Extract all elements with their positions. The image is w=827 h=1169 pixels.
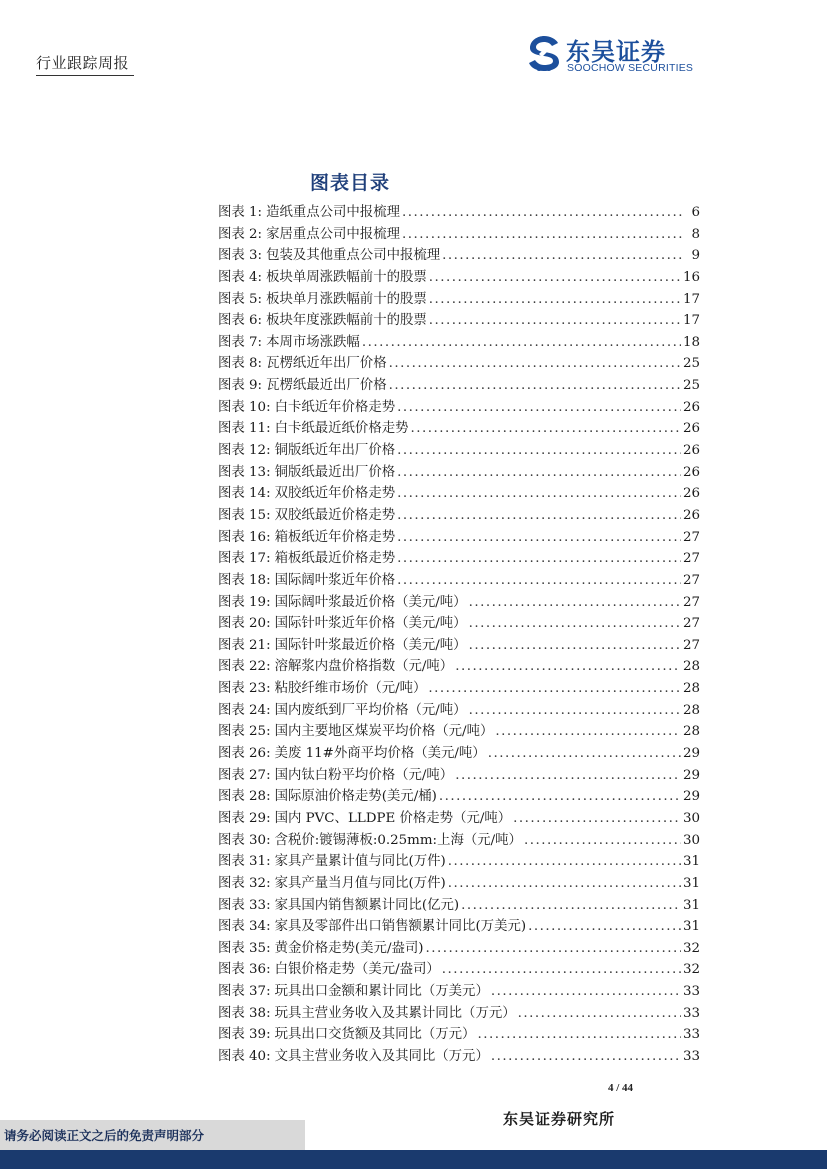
toc-entry-number: 图表 16: <box>218 529 271 545</box>
toc-entry-leader <box>397 397 681 419</box>
toc-entry-title: 国际针叶浆近年价格（美元/吨） <box>274 616 467 632</box>
toc-entry-title: 家具国内销售额累计同比(亿元) <box>274 897 460 913</box>
toc-entry-page: 17 <box>682 313 700 329</box>
toc-entry-title: 板块单月涨跌幅前十的股票 <box>266 291 427 307</box>
toc-entry-leader <box>439 786 681 808</box>
toc-entry-page: 31 <box>682 854 700 870</box>
toc-entry-page: 26 <box>682 421 700 437</box>
toc-entry[interactable] <box>218 375 700 397</box>
toc-entry-title: 玩具出口交货额及其同比（万元） <box>274 1027 476 1043</box>
toc-entry-leader <box>524 830 681 852</box>
toc-entry-title: 造纸重点公司中报梳理 <box>266 205 400 220</box>
toc-entry-number: 图表 23: <box>218 681 271 697</box>
toc-entry[interactable] <box>218 873 700 895</box>
toc-entry-title: 铜版纸最近出厂价格 <box>274 464 396 480</box>
toc-entry-page: 28 <box>682 702 700 718</box>
toc-entry[interactable] <box>218 700 700 722</box>
toc-entry-leader <box>397 548 681 570</box>
toc-entry-title: 家具及零部件出口销售额累计同比(万美元) <box>274 919 527 935</box>
toc-entry[interactable] <box>218 808 700 830</box>
toc-entry-page: 29 <box>682 746 700 762</box>
toc-entry-title: 美废 11#外商平均价格（美元/吨） <box>274 746 486 762</box>
toc-entry-page: 28 <box>682 724 700 740</box>
toc-entry-title: 双胶纸最近价格走势 <box>274 507 396 523</box>
toc-entry-title: 白银价格走势（美元/盎司） <box>274 962 440 978</box>
toc-entry-leader <box>411 418 681 440</box>
toc-entry-page: 28 <box>682 681 700 697</box>
toc-entry-leader <box>425 938 680 960</box>
toc-entry-leader <box>491 981 681 1003</box>
toc-entry-number: 图表 36: <box>218 962 271 978</box>
toc-entry-number: 图表 27: <box>218 767 271 783</box>
toc-entry-title: 双胶纸近年价格走势 <box>274 486 396 502</box>
toc-entry-page: 18 <box>682 334 700 350</box>
toc-entry-title: 板块年度涨跌幅前十的股票 <box>266 313 427 329</box>
toc-entry-page: 31 <box>682 875 700 891</box>
toc-entry-leader <box>429 310 681 332</box>
toc-entry-number: 图表 3: <box>218 248 263 264</box>
toc-entry-leader <box>513 808 681 830</box>
toc-entry[interactable] <box>218 743 700 765</box>
toc-entry-leader <box>448 851 681 873</box>
toc-entry-title: 箱板纸近年价格走势 <box>274 529 396 545</box>
toc-entry[interactable] <box>218 462 700 484</box>
toc-entry-page: 26 <box>682 486 700 502</box>
toc-entry[interactable] <box>218 721 700 743</box>
toc-entry-title: 黄金价格走势(美元/盎司) <box>274 940 424 956</box>
toc-entry[interactable] <box>218 981 700 1003</box>
toc-entry-title: 国内主要地区煤炭平均价格（元/吨） <box>274 724 494 740</box>
toc-entry-title: 家居重点公司中报梳理 <box>266 226 400 242</box>
toc-entry-page: 33 <box>682 1005 700 1021</box>
toc-entry[interactable] <box>218 1046 700 1068</box>
company-logo <box>526 34 696 76</box>
page-number: 4 / 44 <box>608 1082 634 1094</box>
toc-entry-page: 8 <box>691 226 700 242</box>
toc-entry-number: 图表 5: <box>218 291 263 307</box>
toc-entry[interactable] <box>218 830 700 852</box>
toc-entry-number: 图表 25: <box>218 724 271 740</box>
toc-entry-title: 白卡纸最近纸价格走势 <box>274 421 409 437</box>
toc-entry-leader <box>469 592 681 614</box>
toc-entry-page: 28 <box>682 659 700 675</box>
toc-entry-number: 图表 17: <box>218 551 271 567</box>
toc-entry-page: 30 <box>682 832 700 848</box>
toc-entry-page: 26 <box>682 464 700 480</box>
toc-entry-page: 9 <box>691 248 700 264</box>
soochow-logo-icon <box>526 34 562 72</box>
toc-entry-number: 图表 40: <box>218 1048 271 1064</box>
toc-entry-number: 图表 7: <box>218 334 263 350</box>
toc-entry-page: 25 <box>682 356 700 372</box>
toc-entry-leader <box>528 916 681 938</box>
toc-entry-title: 本周市场涨跌幅 <box>266 334 360 350</box>
toc-entry-leader <box>442 245 682 267</box>
toc-entry-title: 白卡纸近年价格走势 <box>274 399 396 415</box>
toc-entry-number: 图表 30: <box>218 832 271 848</box>
toc-entry-title: 国内 PVC、LLDPE 价格走势（元/吨） <box>274 810 512 826</box>
toc-entry-leader <box>469 613 681 635</box>
toc-entry[interactable] <box>218 289 700 311</box>
toc-entry-number: 图表 32: <box>218 875 271 891</box>
toc-entry-number: 图表 21: <box>218 637 271 653</box>
toc-entry[interactable] <box>218 202 700 224</box>
toc-entry-title: 含税价:镀锡薄板:0.25mm:上海（元/吨） <box>274 832 522 848</box>
toc-entry[interactable] <box>218 592 700 614</box>
toc-entry-leader <box>448 873 681 895</box>
toc-entry-page: 16 <box>682 269 700 285</box>
toc-entry-leader <box>397 505 681 527</box>
logo-english-name: SOOCHOW SECURITIES <box>567 62 694 74</box>
toc-entry-number: 图表 22: <box>218 659 271 675</box>
toc-entry-page: 31 <box>682 897 700 913</box>
toc-entry-page: 27 <box>682 572 700 588</box>
toc-entry-leader <box>362 332 681 354</box>
toc-entry[interactable] <box>218 332 700 354</box>
toc-entry[interactable] <box>218 570 700 592</box>
toc-entry-title: 玩具出口金额和累计同比（万美元） <box>274 984 489 1000</box>
toc-entry-page: 29 <box>682 789 700 805</box>
toc-entry[interactable] <box>218 959 700 981</box>
toc-entry[interactable] <box>218 786 700 808</box>
toc-entry[interactable] <box>218 353 700 375</box>
toc-entry[interactable] <box>218 765 700 787</box>
toc-entry-number: 图表 2: <box>218 226 263 242</box>
toc-entry-title: 国际针叶浆最近价格（美元/吨） <box>274 637 467 653</box>
footer-bar <box>0 1150 827 1169</box>
toc-entry-title: 瓦楞纸最近出厂价格 <box>266 378 387 394</box>
toc-entry-number: 图表 12: <box>218 443 271 459</box>
toc-entry-page: 27 <box>682 616 700 632</box>
toc-entry-page: 26 <box>682 507 700 523</box>
toc-entry-number: 图表 26: <box>218 746 271 762</box>
toc-entry-number: 图表 29: <box>218 810 271 826</box>
toc-title: 图表目录 <box>309 172 390 194</box>
header-underline <box>36 75 134 76</box>
toc-entry-leader <box>455 656 681 678</box>
toc-entry-title: 瓦楞纸近年出厂价格 <box>266 356 387 372</box>
toc-entry-number: 图表 9: <box>218 378 263 394</box>
toc-entry-number: 图表 20: <box>218 616 271 632</box>
institute-name: 东吴证券研究所 <box>503 1110 616 1128</box>
disclaimer-text: 请务必阅读正文之后的免责声明部分 <box>4 1128 205 1143</box>
toc-entry[interactable] <box>218 678 700 700</box>
toc-entry-number: 图表 24: <box>218 702 271 718</box>
toc-entry-page: 32 <box>682 940 700 956</box>
toc-entry[interactable] <box>218 483 700 505</box>
toc-entry-number: 图表 28: <box>218 789 271 805</box>
toc-entry-number: 图表 8: <box>218 356 263 372</box>
toc-entry-leader <box>491 1046 681 1068</box>
toc-entry-page: 31 <box>682 919 700 935</box>
toc-entry[interactable] <box>218 440 700 462</box>
toc-entry-title: 国内钛白粉平均价格（元/吨） <box>274 767 454 783</box>
toc-entry-leader <box>402 202 682 224</box>
toc-entry-number: 图表 31: <box>218 854 271 870</box>
toc-entry-number: 图表 4: <box>218 269 263 285</box>
toc-entry-page: 26 <box>682 443 700 459</box>
toc-entry[interactable] <box>218 1003 700 1025</box>
toc-entry-title: 家具产量当月值与同比(万件) <box>274 875 446 891</box>
toc-entry-page: 26 <box>682 399 700 415</box>
toc-entry-leader <box>389 353 681 375</box>
toc-entry-leader <box>488 743 681 765</box>
toc-entry-number: 图表 18: <box>218 572 271 588</box>
toc-entry-leader <box>397 570 681 592</box>
toc-entry-title: 文具主营业务收入及其同比（万元） <box>274 1048 489 1064</box>
toc-entry-page: 33 <box>682 1027 700 1043</box>
toc-entry-leader <box>495 721 681 743</box>
toc-entry-leader <box>477 1024 681 1046</box>
toc-entry[interactable] <box>218 245 700 267</box>
toc-entry-number: 图表 35: <box>218 940 271 956</box>
toc-entry-page: 33 <box>682 984 700 1000</box>
toc-entry-title: 玩具主营业务收入及其累计同比（万元） <box>274 1005 516 1021</box>
toc-entry[interactable] <box>218 527 700 549</box>
toc-entry-leader <box>429 289 681 311</box>
toc-entry-leader <box>397 440 681 462</box>
toc-entry-number: 图表 38: <box>218 1005 271 1021</box>
toc-entry-title: 国际原油价格走势(美元/桶) <box>274 789 437 805</box>
toc-entry-title: 国际阔叶浆最近价格（美元/吨） <box>274 594 467 610</box>
toc-entry-title: 粘胶纤维市场价（元/吨） <box>274 681 427 697</box>
toc-entry-number: 图表 19: <box>218 594 271 610</box>
toc-entry-title: 国内废纸到厂平均价格（元/吨） <box>274 702 467 718</box>
toc-entry[interactable] <box>218 635 700 657</box>
toc-entry[interactable] <box>218 267 700 289</box>
toc-entry[interactable] <box>218 548 700 570</box>
toc-entry-page: 27 <box>682 529 700 545</box>
toc-entry[interactable] <box>218 418 700 440</box>
toc-entry-page: 27 <box>682 637 700 653</box>
toc-entry-page: 32 <box>682 962 700 978</box>
toc-entry-leader <box>402 224 682 246</box>
toc-entry-number: 图表 13: <box>218 464 271 480</box>
toc-entry-leader <box>389 375 681 397</box>
toc-entry-number: 图表 37: <box>218 984 271 1000</box>
toc-entry-page: 27 <box>682 551 700 567</box>
toc-entry-title: 家具产量累计值与同比(万件) <box>274 854 446 870</box>
toc-list <box>218 202 700 1068</box>
toc-entry[interactable] <box>218 310 700 332</box>
toc-entry[interactable] <box>218 505 700 527</box>
toc-entry-leader <box>469 635 681 657</box>
toc-entry-number: 图表 14: <box>218 486 271 502</box>
toc-entry-number: 图表 1: <box>218 205 263 220</box>
toc-entry-leader <box>397 483 681 505</box>
toc-entry-number: 图表 10: <box>218 399 271 415</box>
toc-entry-page: 27 <box>682 594 700 610</box>
toc-entry-number: 图表 15: <box>218 507 271 523</box>
toc-entry[interactable] <box>218 397 700 419</box>
toc-entry[interactable] <box>218 895 700 917</box>
toc-entry-page: 29 <box>682 767 700 783</box>
toc-entry-title: 箱板纸最近价格走势 <box>274 551 396 567</box>
toc-entry[interactable] <box>218 224 700 246</box>
toc-entry[interactable] <box>218 851 700 873</box>
toc-entry[interactable] <box>218 916 700 938</box>
toc-entry-leader <box>397 527 681 549</box>
toc-entry-page: 30 <box>682 810 700 826</box>
toc-entry[interactable] <box>218 656 700 678</box>
toc-entry-page: 17 <box>682 291 700 307</box>
toc-entry-title: 包装及其他重点公司中报梳理 <box>266 248 441 264</box>
report-type-label: 行业跟踪周报 <box>36 54 130 72</box>
toc-entry-leader <box>429 267 681 289</box>
toc-entry-page: 25 <box>682 378 700 394</box>
toc-entry-leader <box>518 1003 681 1025</box>
logo-mark-text: SCS <box>536 66 552 72</box>
toc-entry-page: 33 <box>682 1048 700 1064</box>
toc-entry-number: 图表 11: <box>218 421 271 437</box>
toc-entry-title: 板块单周涨跌幅前十的股票 <box>266 269 427 285</box>
toc-entry-number: 图表 34: <box>218 919 271 935</box>
toc-entry-title: 国际阔叶浆近年价格 <box>274 572 396 588</box>
toc-entry-leader <box>455 765 681 787</box>
toc-entry-number: 图表 6: <box>218 313 263 329</box>
toc-entry[interactable] <box>218 1024 700 1046</box>
toc-entry-title: 铜版纸近年出厂价格 <box>274 443 396 459</box>
logo-chinese-name: 东吴证券 <box>566 38 666 66</box>
toc-entry-leader <box>428 678 681 700</box>
toc-entry-number: 图表 39: <box>218 1027 271 1043</box>
toc-entry-leader <box>461 895 681 917</box>
toc-entry-leader <box>469 700 681 722</box>
toc-entry[interactable] <box>218 938 700 960</box>
toc-entry-page: 6 <box>691 205 700 220</box>
toc-entry[interactable] <box>218 613 700 635</box>
toc-entry-leader <box>442 959 681 981</box>
toc-entry-title: 溶解浆内盘价格指数（元/吨） <box>274 659 454 675</box>
toc-entry-leader <box>397 462 681 484</box>
toc-entry-number: 图表 33: <box>218 897 271 913</box>
